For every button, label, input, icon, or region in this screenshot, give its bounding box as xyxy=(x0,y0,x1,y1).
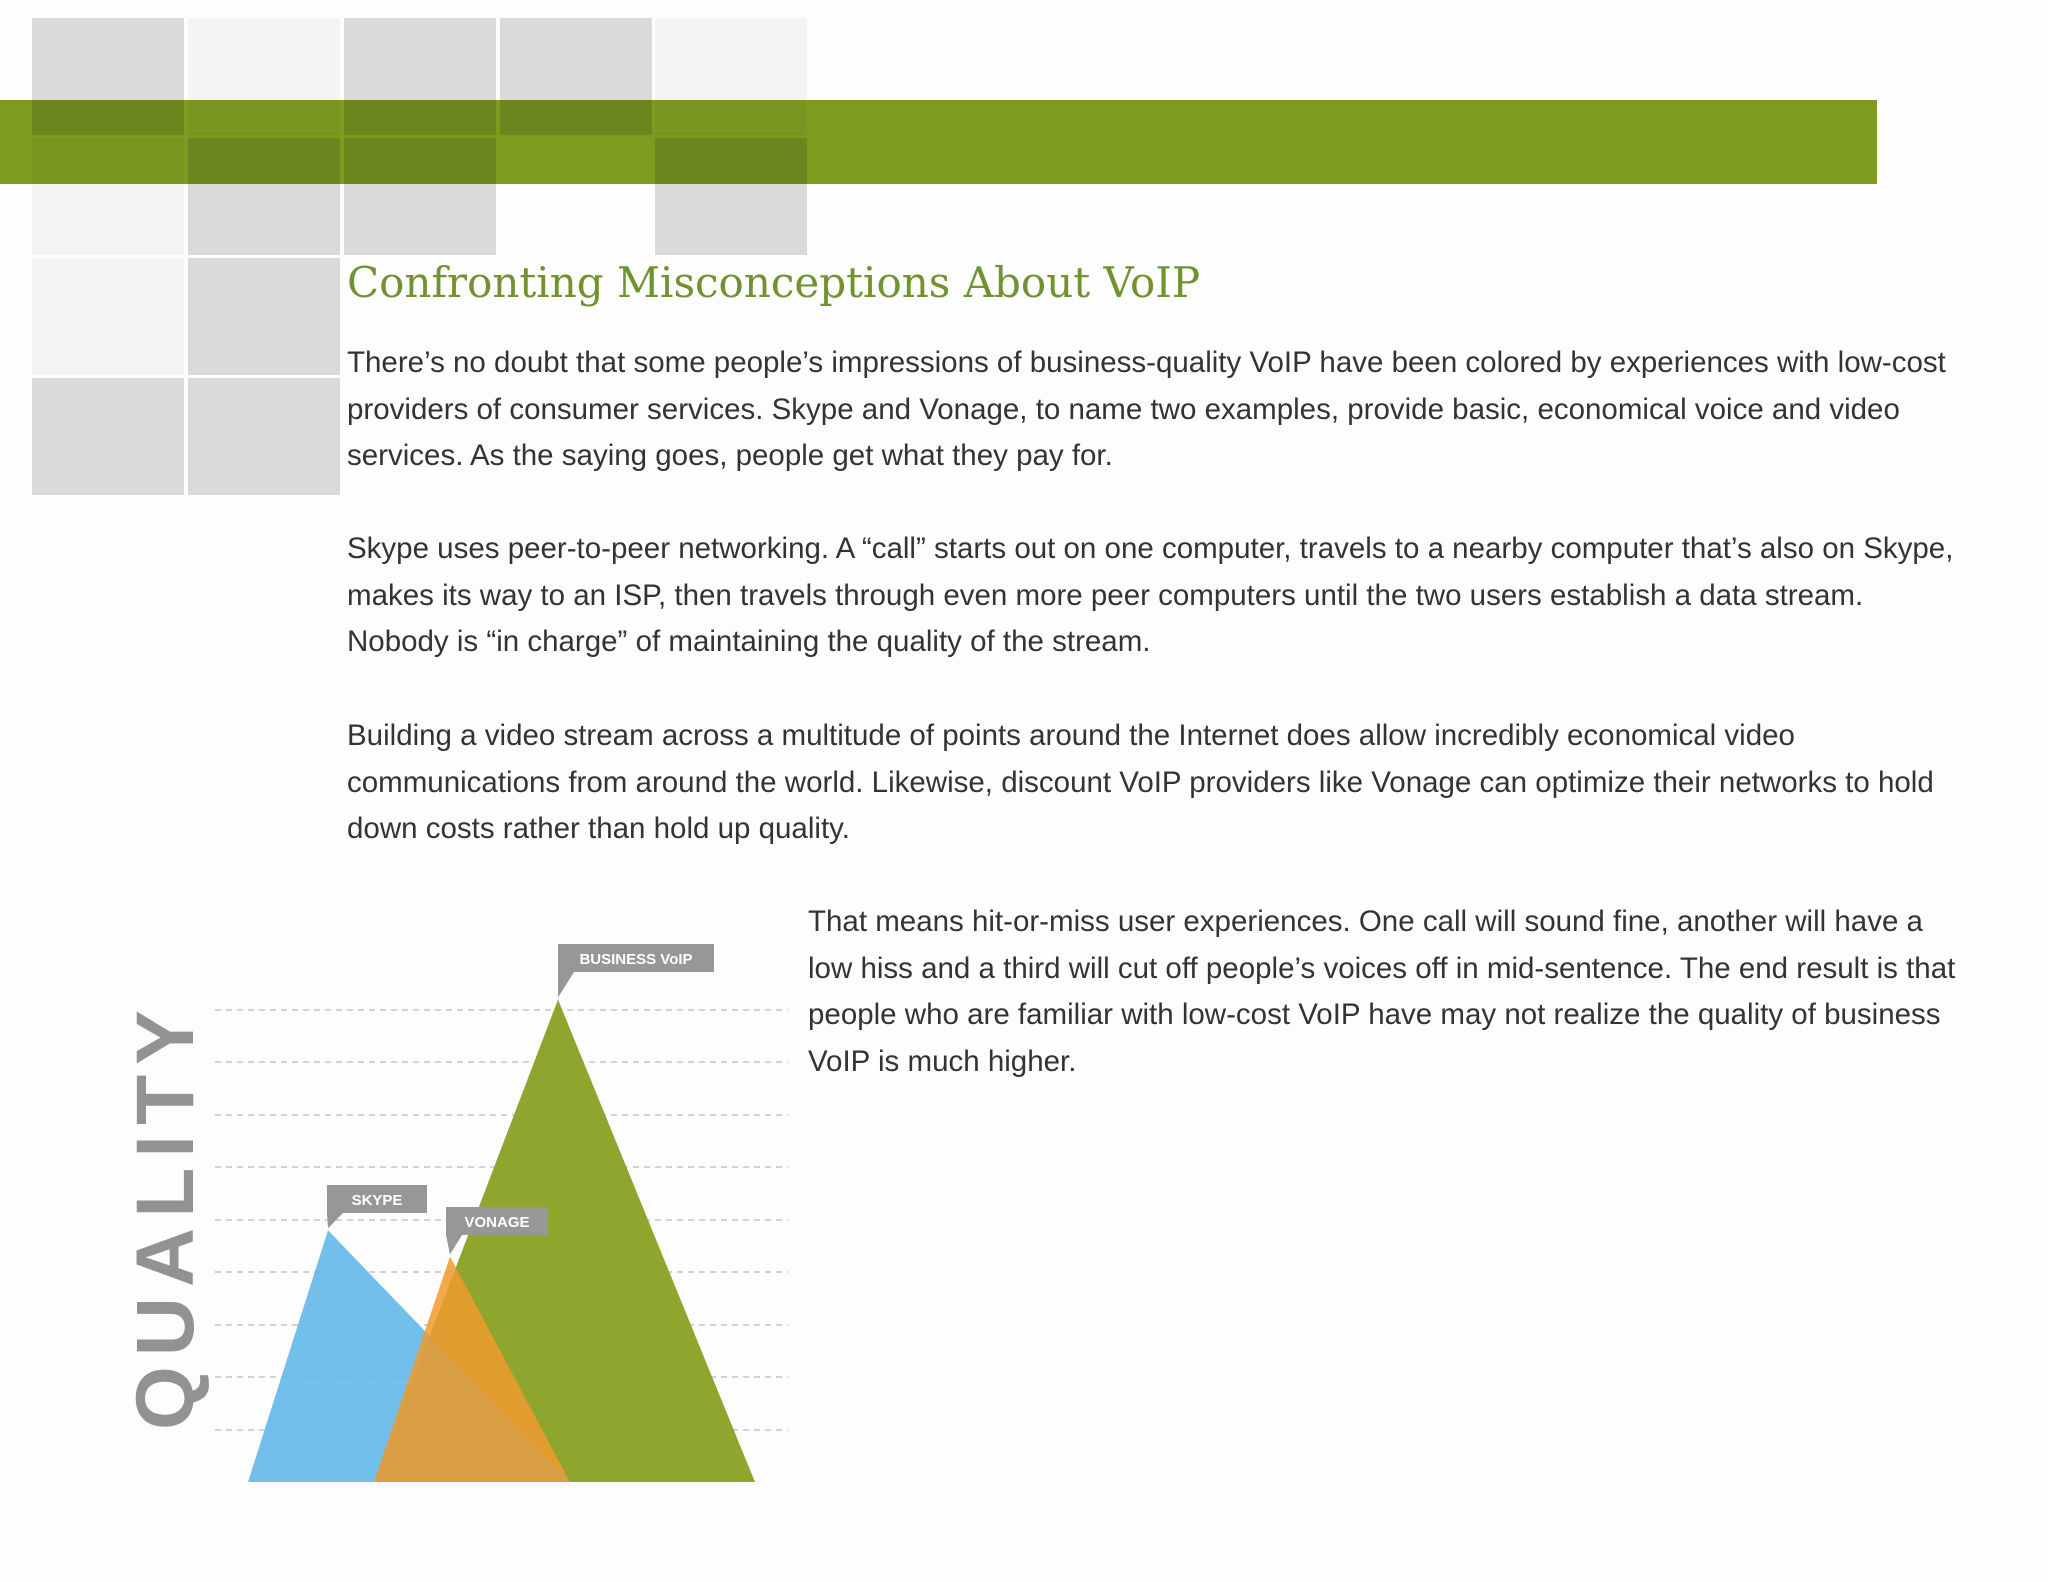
green-header-band xyxy=(0,100,1877,184)
decor-tile xyxy=(188,378,340,495)
decor-tile xyxy=(188,258,340,375)
decor-tile xyxy=(32,258,184,375)
paragraph-2: Skype uses peer-to-peer networking. A “call” starts out on one computer, travels to a nearby computer that’s also on Skype, makes its way to an ISP, then travels through even more peer computers until the two users establish a data stream. Nobody is “in charge” of maintaining the quality of the stream. xyxy=(347,532,1954,658)
y-axis-label: QUALITY xyxy=(120,1000,211,1430)
callout-label: VONAGE xyxy=(464,1214,530,1231)
paragraph-1: There’s no doubt that some people’s impressions of business-quality VoIP have been colored by experiences with low-cost providers of consumer services. Skype and Vonage, to name two examples, provide basic, economical voice and video services. As the saying goes, people get what they pay for. xyxy=(347,346,1946,472)
chart-peaks xyxy=(248,1000,755,1482)
page-title: Confronting Misconceptions About VoIP xyxy=(347,258,1201,307)
callout-skype xyxy=(327,1185,427,1228)
callout-label: BUSINESS VoIP xyxy=(579,951,693,968)
callout-label: SKYPE xyxy=(351,1192,403,1209)
callout-pointer xyxy=(446,1235,462,1254)
decor-tile xyxy=(32,378,184,495)
callout-pointer xyxy=(558,972,574,998)
paragraph-4: That means hit-or-miss user experiences. One call will sound fine, another will have a low hiss and a third will cut off people’s voices off in mid-sentence. The end result is that people who are familiar with low-cost VoIP have may not realize the quality of business VoIP is much higher. xyxy=(808,905,1956,1078)
callout-business-voip xyxy=(558,944,714,998)
paragraph-3: Building a video stream across a multitude of points around the Internet does allow incredibly economical video communications from around the world. Likewise, discount VoIP providers like Vonage can optimize their networks to hold down costs rather than hold up quality. xyxy=(347,719,1934,845)
quality-chart xyxy=(100,930,800,1510)
